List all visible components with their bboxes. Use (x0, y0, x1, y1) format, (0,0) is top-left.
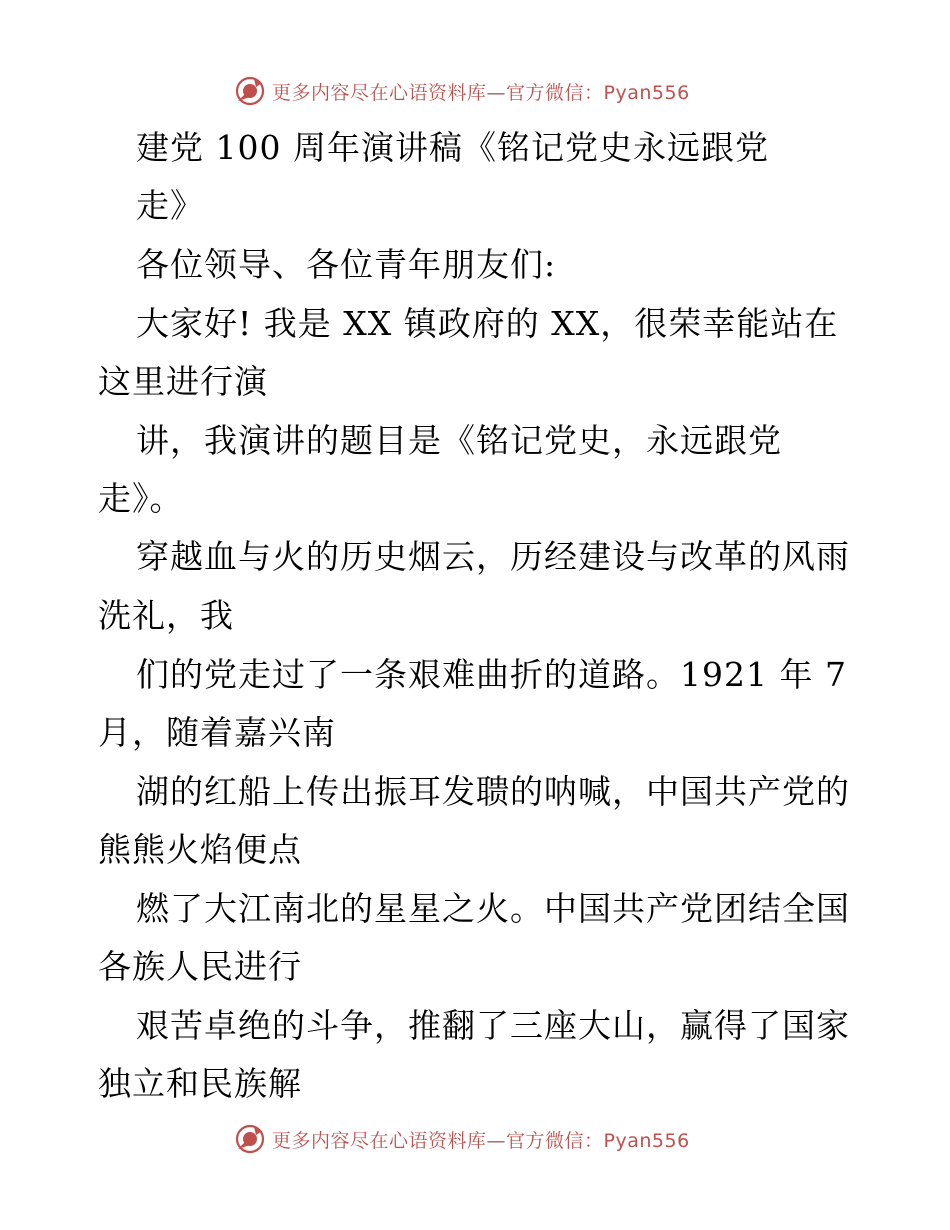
text-line: 洗礼，我 (98, 596, 234, 635)
text-line: 湖的红船上传出振耳发聩的呐喊，中国共产党的 (136, 772, 850, 811)
text-line: 们的党走过了一条艰难曲折的道路。1921 年 7 (136, 655, 847, 694)
watermark-label: 官方微信： (506, 81, 604, 104)
text-line: 穿越血与火的历史烟云，历经建设与改革的风雨 (136, 537, 850, 576)
watermark-separator: — (486, 81, 507, 104)
text-line: 各族人民进行 (98, 947, 302, 986)
text-line: 建党 100 周年演讲稿《铭记党史永远跟党 (136, 128, 769, 167)
text-line: 这里进行演 (98, 362, 268, 401)
text-line: 艰苦卓绝的斗争，推翻了三座大山，赢得了国家 (136, 1006, 850, 1045)
logo-icon (234, 75, 266, 107)
watermark-text (272, 78, 690, 105)
header-watermark (234, 74, 690, 108)
watermark-id: Pyan556 (603, 81, 690, 104)
watermark-separator: — (486, 1129, 507, 1152)
text-line: 独立和民族解 (98, 1064, 302, 1103)
watermark-text (272, 1126, 690, 1153)
text-line: 月，随着嘉兴南 (98, 713, 336, 752)
text-line: 走》 (136, 186, 204, 225)
text-line: 燃了大江南北的星星之火。中国共产党团结全国 (136, 889, 850, 928)
footer-watermark (234, 1122, 690, 1156)
logo-icon (234, 1123, 266, 1155)
watermark-label: 官方微信： (506, 1129, 604, 1152)
text-line: 讲，我演讲的题目是《铭记党史，永远跟党 (136, 421, 782, 460)
watermark-site: 更多内容尽在心语资料库 (272, 81, 487, 104)
text-line: 走》。 (98, 479, 184, 518)
text-line: 大家好! 我是 XX 镇政府的 XX，很荣幸能站在 (136, 304, 839, 343)
text-line: 熊熊火焰便点 (98, 830, 302, 869)
watermark-site: 更多内容尽在心语资料库 (272, 1129, 487, 1152)
text-line: 各位领导、各位青年朋友们: (136, 245, 557, 284)
watermark-id: Pyan556 (603, 1129, 690, 1152)
